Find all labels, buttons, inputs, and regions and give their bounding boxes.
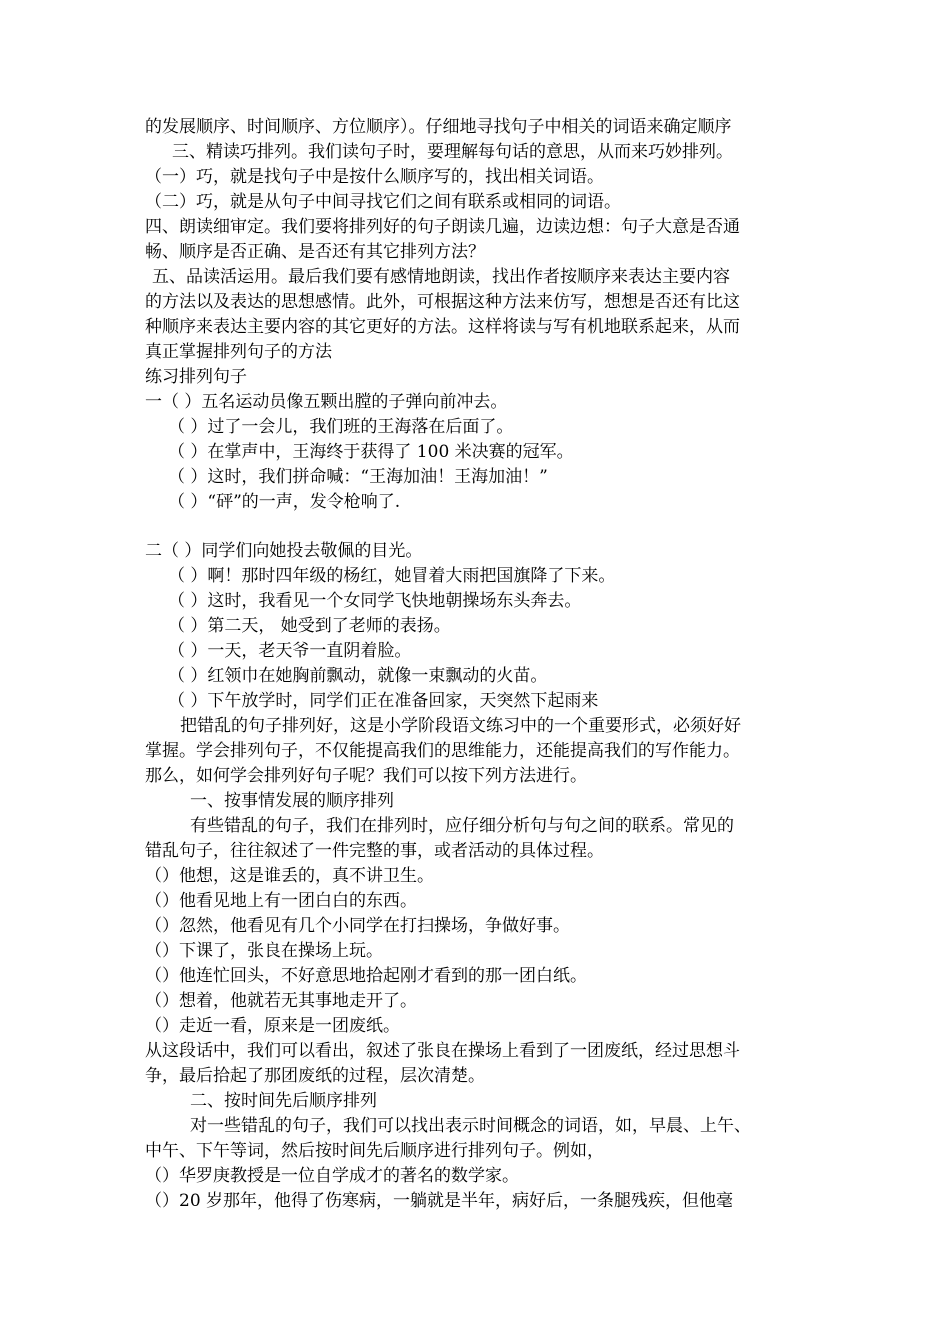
intro-line-5: 四、朗读细审定。我们要将排列好的句子朗读几遍，边读边想：句子大意是否通 bbox=[145, 217, 740, 237]
section-heading-1: 一、按事情发展的顺序排列 bbox=[190, 791, 394, 811]
example1-sentence-6: （）想着，他就若无其事地走开了。 bbox=[145, 991, 417, 1011]
example1-sentence-3: （）忽然，他看见有几个小同学在打扫操场，争做好事。 bbox=[145, 916, 570, 936]
exercise1-sentence-2: （ ）过了一会儿，我们班的王海落在后面了。 bbox=[168, 417, 514, 437]
exercise2-sentence-1: 二（ ）同学们向她投去敬佩的目光。 bbox=[145, 541, 423, 561]
intro-line-9: 种顺序来表达主要内容的其它更好的方法。这样将读与写有机地联系起来，从而 bbox=[145, 317, 740, 337]
exercise2-sentence-6: （ ）红领巾在她胸前飘动，就像一束飘动的火苗。 bbox=[168, 666, 548, 686]
exercise1-sentence-4: （ ）这时，我们拼命喊：“王海加油！王海加油！” bbox=[168, 467, 548, 487]
conclusion-line-2: 争，最后拾起了那团废纸的过程，层次清楚。 bbox=[145, 1066, 485, 1086]
intro-line-10: 真正掌握排列句子的方法 bbox=[145, 342, 332, 362]
exercise2-sentence-4: （ ）第二天， 她受到了老师的表扬。 bbox=[168, 616, 451, 636]
example2-sentence-2: （）20 岁那年，他得了伤寒病，一躺就是半年，病好后，一条腿残疾，但他毫 bbox=[145, 1191, 734, 1211]
exercise1-sentence-1: 一（ ）五名运动员像五颗出膛的子弹向前冲去。 bbox=[145, 392, 508, 412]
example1-sentence-7: （）走近一看，原来是一团废纸。 bbox=[145, 1016, 400, 1036]
intro-line-8: 的方法以及表达的思想感情。此外，可根据这种方法来仿写，想想是否还有比这 bbox=[145, 292, 740, 312]
exercise2-sentence-7: （ ）下午放学时，同学们正在准备回家，天突然下起雨来 bbox=[168, 691, 599, 711]
method-paragraph-line-3: 那么，如何学会排列好句子呢？我们可以按下列方法进行。 bbox=[145, 766, 587, 786]
exercise1-sentence-5: （ ）“砰”的一声，发令枪响了. bbox=[168, 492, 401, 512]
example2-sentence-1: （）华罗庚教授是一位自学成才的著名的数学家。 bbox=[145, 1166, 519, 1186]
intro-line-2: 三、精读巧排列。我们读句子时，要理解每句话的意思，从而来巧妙排列。 bbox=[172, 142, 733, 162]
section1-paragraph-line-2: 错乱句子，往往叙述了一件完整的事，或者活动的具体过程。 bbox=[145, 841, 604, 861]
intro-line-1: 的发展顺序、时间顺序、方位顺序）。仔细地寻找句子中相关的词语来确定顺序 bbox=[145, 117, 732, 137]
example1-sentence-5: （）他连忙回头，不好意思地拾起刚才看到的那一团白纸。 bbox=[145, 966, 587, 986]
example1-sentence-2: （）他看见地上有一团白白的东西。 bbox=[145, 891, 417, 911]
exercise2-sentence-2: （ ）啊！那时四年级的杨红，她冒着大雨把国旗降了下来。 bbox=[168, 566, 616, 586]
intro-line-6: 畅、顺序是否正确、是否还有其它排列方法？ bbox=[145, 242, 485, 262]
method-paragraph-line-1: 把错乱的句子排列好，这是小学阶段语文练习中的一个重要形式，必须好好 bbox=[180, 716, 741, 736]
exercise2-sentence-5: （ ）一天，老天爷一直阴着脸。 bbox=[168, 641, 412, 661]
section-heading-2: 二、按时间先后顺序排列 bbox=[190, 1091, 377, 1111]
example1-sentence-4: （）下课了，张良在操场上玩。 bbox=[145, 941, 383, 961]
exercise2-sentence-3: （ ）这时，我看见一个女同学飞快地朝操场东头奔去。 bbox=[168, 591, 582, 611]
example1-sentence-1: （）他想，这是谁丢的，真不讲卫生。 bbox=[145, 866, 434, 886]
intro-line-7: 五、品读活运用。最后我们要有感情地朗读，找出作者按顺序来表达主要内容 bbox=[152, 267, 730, 287]
practice-title: 练习排列句子 bbox=[145, 367, 247, 387]
section2-paragraph-line-2: 中午、下午等词，然后按时间先后顺序进行排列句子。例如， bbox=[145, 1141, 604, 1161]
section1-paragraph-line-1: 有些错乱的句子，我们在排列时，应仔细分析句与句之间的联系。常见的 bbox=[190, 816, 734, 836]
section2-paragraph-line-1: 对一些错乱的句子，我们可以找出表示时间概念的词语，如，早晨、上午、 bbox=[190, 1116, 751, 1136]
method-paragraph-line-2: 掌握。学会排列句子，不仅能提高我们的思维能力，还能提高我们的写作能力。 bbox=[145, 741, 740, 761]
intro-line-3: （一）巧，就是找句子中是按什么顺序写的，找出相关词语。 bbox=[145, 167, 604, 187]
intro-line-4: （二）巧，就是从句子中间寻找它们之间有联系或相同的词语。 bbox=[145, 192, 621, 212]
conclusion-line-1: 从这段话中，我们可以看出，叙述了张良在操场上看到了一团废纸，经过思想斗 bbox=[145, 1041, 740, 1061]
exercise1-sentence-3: （ ）在掌声中，王海终于获得了 100 米决赛的冠军。 bbox=[168, 442, 574, 462]
